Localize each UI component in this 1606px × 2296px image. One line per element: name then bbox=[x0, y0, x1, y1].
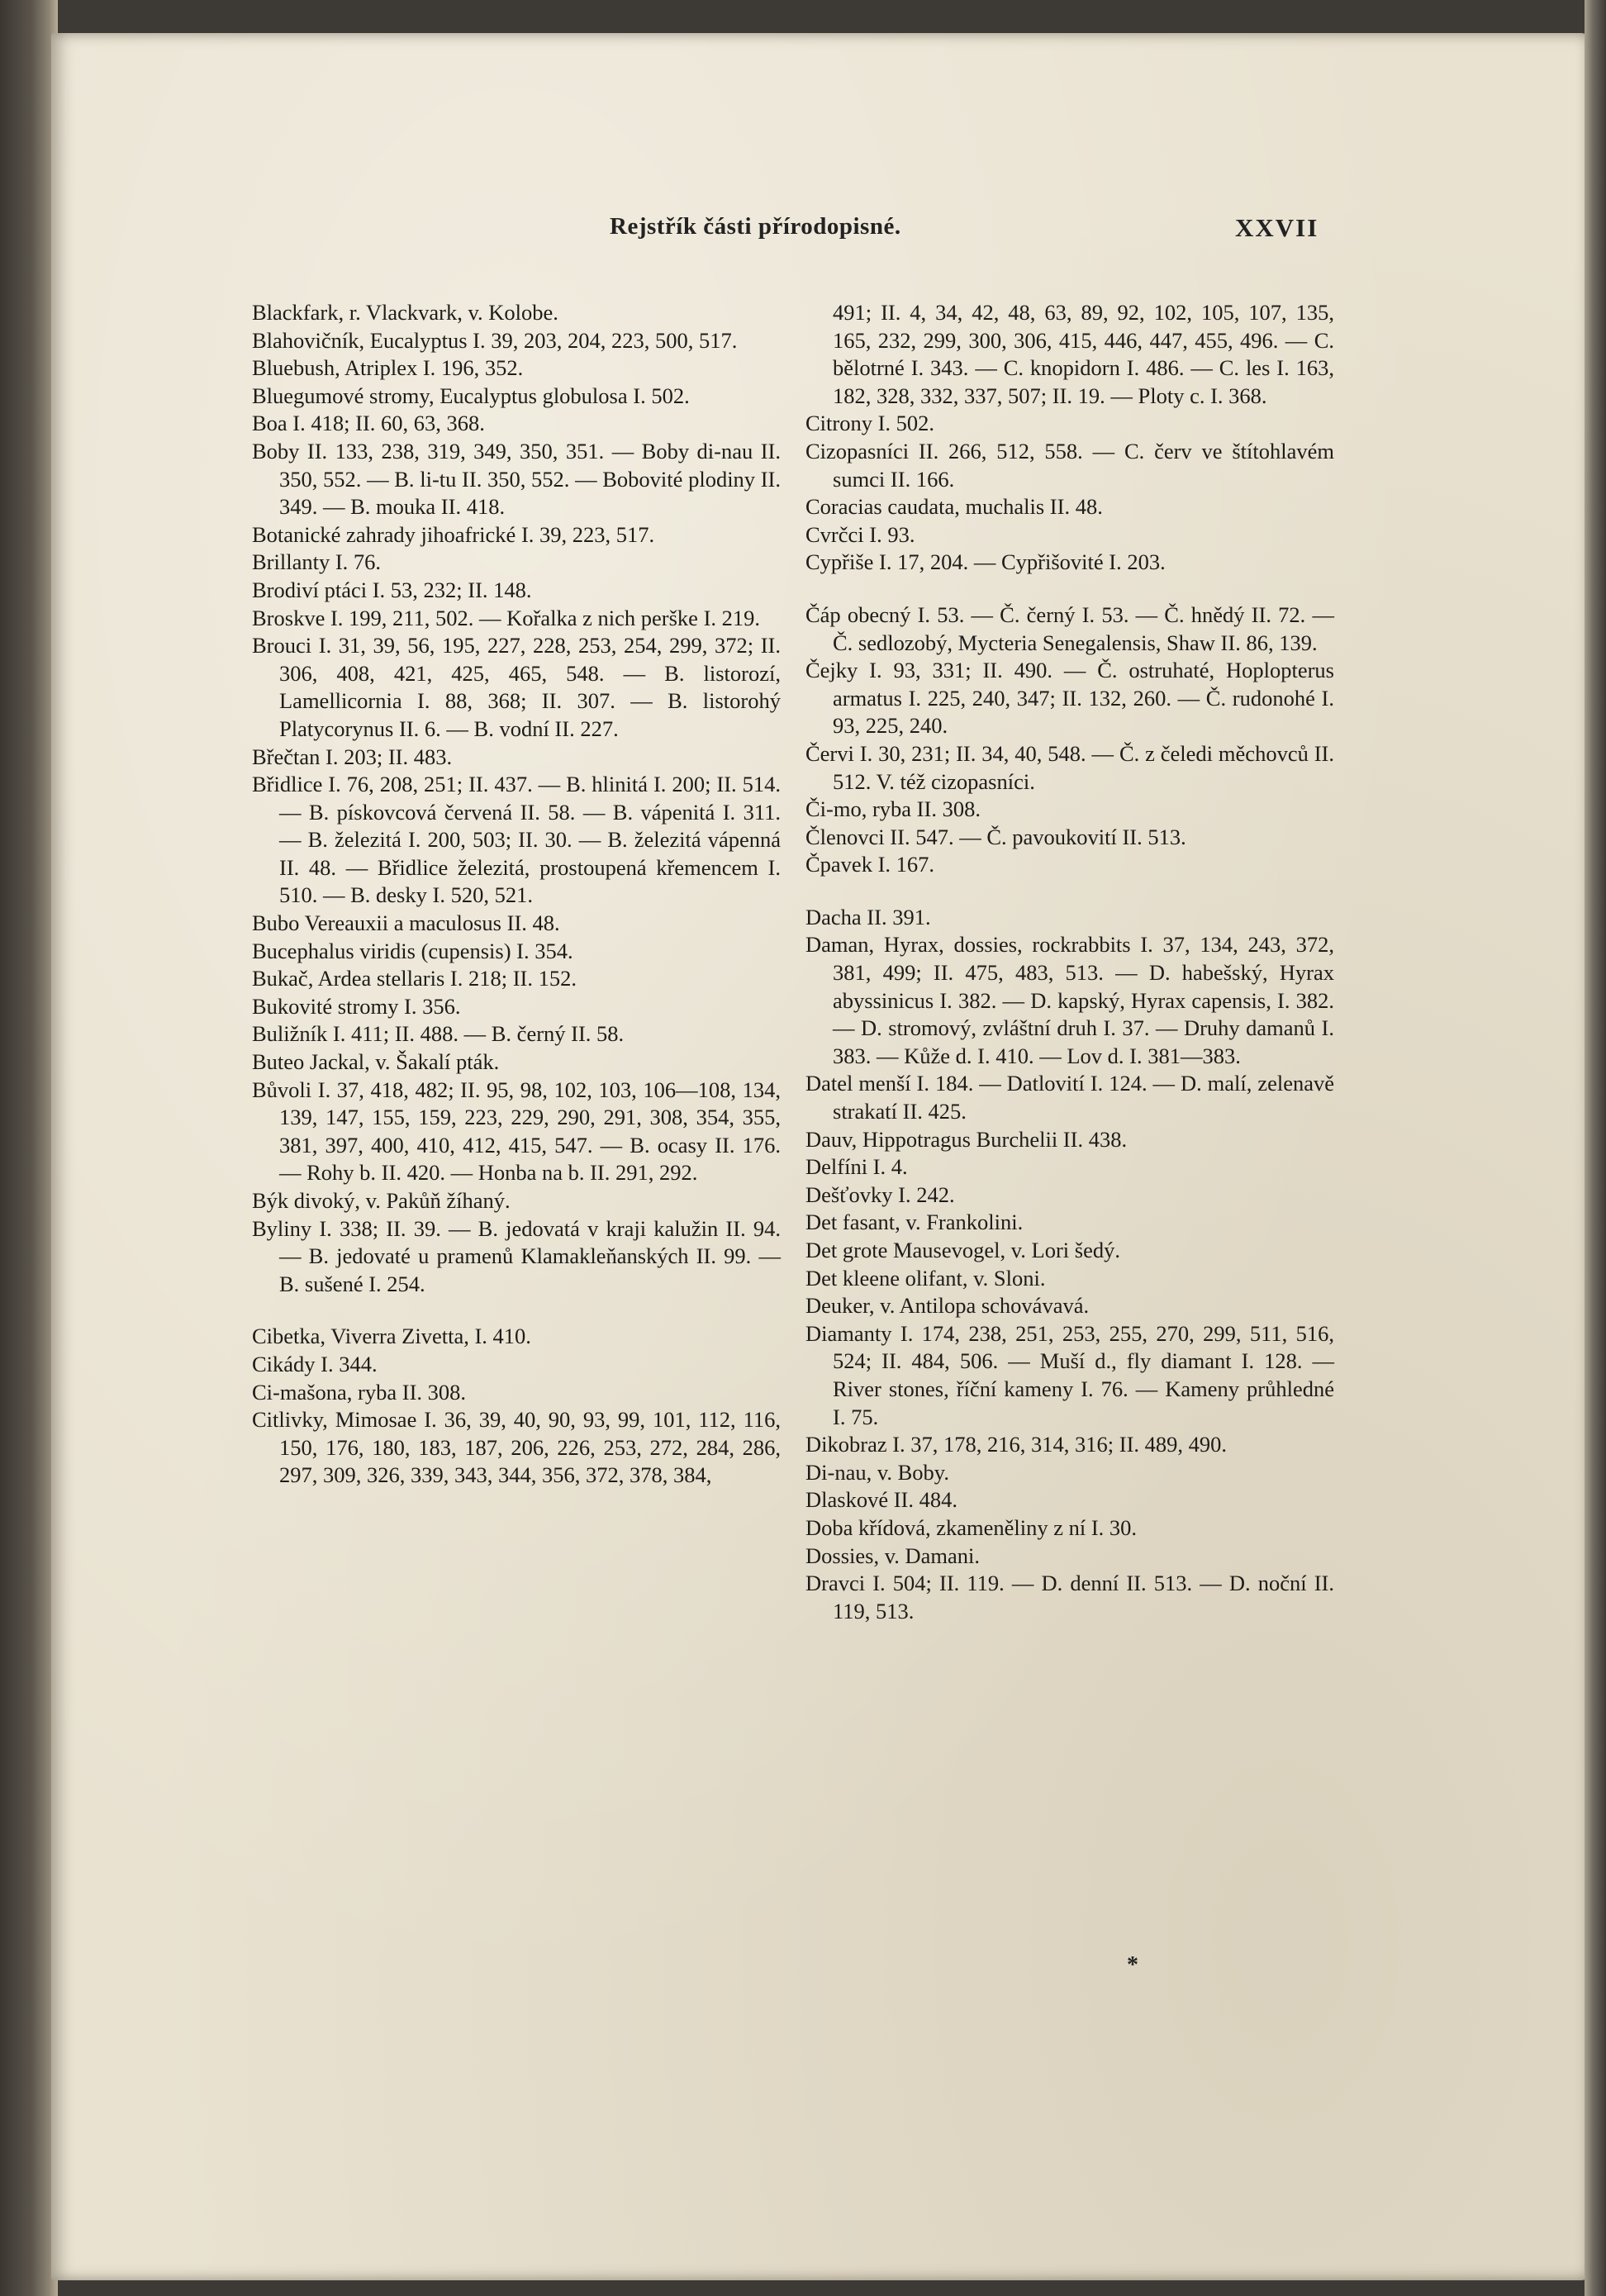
index-entry: Ci-mašona, ryba II. 308. bbox=[252, 1379, 467, 1405]
index-entry: Deuker, v. Antilopa schovávavá. bbox=[805, 1293, 1090, 1319]
running-header bbox=[0, 213, 1606, 253]
page-number: XXVII bbox=[1235, 213, 1319, 242]
index-entry: Bluegumové stromy, Eucalyptus globulosa I. 502. bbox=[252, 383, 690, 408]
index-entry: Det grote Mausevogel, v. Lori šedý. bbox=[805, 1238, 1120, 1262]
index-entry: Býk divoký, v. Pakůň žíhaný. bbox=[252, 1188, 511, 1213]
index-entry: Doba křídová, zkameněliny z ní I. 30. bbox=[805, 1514, 1138, 1540]
index-entry: Či-mo, ryba II. 308. bbox=[805, 796, 981, 822]
index-entry: Boby II. 133, 238, 319, 349, 350, 351. — Boby di-nau II. 350, 552. — B. li-tu II. 350, 552. — Bobovité plodiny II. 349. — B. mouka II. 418. bbox=[252, 438, 781, 520]
index-entry: 491; II. 4, 34, 42, 48, 63, 89, 92, 102, 105, 107, 135, 165, 232, 299, 300, 306, 415, 446, 447, 455, 496. — C. bělotrné I. 343. — C. knopidorn I. 486. — C. les I. 163, 182, 328, 332, 337, 507; II. 19. — Ploty c. I. 368. bbox=[833, 300, 1334, 408]
index-entry: Det kleene olifant, v. Sloni. bbox=[805, 1265, 1046, 1291]
index-entry: Cibetka, Viverra Zivetta, I. 410. bbox=[252, 1324, 531, 1349]
index-column-left bbox=[252, 299, 781, 1490]
index-entry: Bubo Vereauxii a maculosus II. 48. bbox=[252, 910, 560, 936]
index-entry: Boa I. 418; II. 60, 63, 368. bbox=[252, 411, 485, 436]
index-entry: Břečtan I. 203; II. 483. bbox=[252, 744, 453, 769]
index-entry: Bůvoli I. 37, 418, 482; II. 95, 98, 102, 103, 106—108, 134, 139, 147, 155, 159, 223, 229, 290, 291, 308, 354, 355, 381, 397, 400, 410, 412, 415, 547. — B. ocasy II. 176. — Rohy b. II. 420. — Honba na b. II. 291, 292. bbox=[252, 1077, 781, 1186]
index-entry: Čáp obecný I. 53. — Č. černý I. 53. — Č. hnědý II. 72. — Č. sedlozobý, Mycteria Senegalensis, Shaw II. 86, 139. bbox=[805, 601, 1334, 655]
index-entry: Cikády I. 344. bbox=[252, 1351, 378, 1376]
index-entry: Dacha II. 391. bbox=[805, 904, 931, 929]
index-entry: Červi I. 30, 231; II. 34, 40, 548. — Č. z čeledi měchovců II. 512. V. též cizopasníci. bbox=[805, 740, 1334, 794]
index-entry: Bluebush, Atriplex I. 196, 352. bbox=[252, 355, 524, 381]
signature-mark: * bbox=[1127, 1952, 1138, 1978]
page-title: Rejstřík části přírodopisné. bbox=[610, 213, 901, 240]
index-entry: Blackfark, r. Vlackvark, v. Kolobe. bbox=[252, 300, 558, 325]
letter-section-gap bbox=[252, 1298, 781, 1323]
index-entry: Čejky I. 93, 331; II. 490. — Č. ostruhaté, Hoplopterus armatus I. 225, 240, 347; II. 132, 260. — Č. rudonohé I. 93, 225, 240. bbox=[805, 658, 1334, 739]
index-entry: Diamanty I. 174, 238, 251, 253, 255, 270, 299, 511, 516, 524; II. 484, 506. — Muší d., fly diamant I. 128. — River stones, říční kameny I. 76. — Kameny průhledné I. 75. bbox=[805, 1320, 1334, 1429]
book-spine-shadow bbox=[0, 0, 58, 2296]
index-entry: Broskve I. 199, 211, 502. — Kořalka z nich perške I. 219. bbox=[252, 605, 761, 630]
index-entry: Dešťovky I. 242. bbox=[805, 1181, 955, 1207]
index-column-right bbox=[805, 299, 1334, 1625]
index-entry: Členovci II. 547. — Č. pavoukovití II. 513. bbox=[805, 824, 1186, 849]
index-entry: Di-nau, v. Boby. bbox=[805, 1459, 949, 1485]
letter-section-gap bbox=[805, 879, 1334, 904]
index-entry: Citrony I. 502. bbox=[805, 411, 935, 436]
index-entry: Citlivky, Mimosae I. 36, 39, 40, 90, 93, 99, 101, 112, 116, 150, 176, 180, 183, 187, 206, 226, 253, 272, 284, 286, 297, 309, 326, 339, 343, 344, 356, 372, 378, 384, bbox=[252, 1407, 781, 1488]
index-entry: Dauv, Hippotragus Burchelii II. 438. bbox=[805, 1126, 1128, 1152]
index-entry: Brouci I. 31, 39, 56, 195, 227, 228, 253, 254, 299, 372; II. 306, 408, 421, 425, 465, 548. — B. listorozí, Lamellicornia I. 88, 368; II. 307. — B. listorohý Platycorynus II. 6. — B. vodní II. 227. bbox=[252, 633, 781, 741]
index-entry: Datel menší I. 184. — Datlovití I. 124. — D. malí, zelenavě strakatí II. 425. bbox=[805, 1071, 1334, 1124]
index-entry: Brodiví ptáci I. 53, 232; II. 148. bbox=[252, 577, 532, 602]
index-entry: Cvrčci I. 93. bbox=[805, 521, 915, 547]
index-entry: Byliny I. 338; II. 39. — B. jedovatá v kraji kalužin II. 94. — B. jedovaté u pramenů Klamakleňanských II. 99. — B. sušené I. 254. bbox=[252, 1215, 781, 1296]
index-entry: Břidlice I. 76, 208, 251; II. 437. — B. hlinitá I. 200; II. 514. — B. pískovcová červená II. 58. — B. vápenitá I. 311. — B. železitá I. 200, 503; II. 30. — B. železitá vápenná II. 48. — Břidlice železitá, prostoupená křemencem I. 510. — B. desky I. 520, 521. bbox=[252, 772, 781, 908]
index-entry: Buližník I. 411; II. 488. — B. černý II. 58. bbox=[252, 1021, 625, 1047]
index-entry: Dikobraz I. 37, 178, 216, 314, 316; II. 489, 490. bbox=[805, 1432, 1228, 1457]
index-entry: Bucephalus viridis (cupensis) I. 354. bbox=[252, 938, 573, 963]
index-entry: Čpavek I. 167. bbox=[805, 852, 935, 877]
index-entry: Daman, Hyrax, dossies, rockrabbits I. 37, 134, 243, 372, 381, 499; II. 475, 483, 513. — D. habešský, Hyrax abyssinicus I. 382. — D. kapský, Hyrax capensis, I. 382. — D. stromový, zvláštní druh I. 37. — Druhy damanů I. 383. — Kůže d. I. 410. — Lov d. I. 381—383. bbox=[805, 932, 1334, 1068]
index-entry: Cypřiše I. 17, 204. — Cypřišovité I. 203. bbox=[805, 549, 1166, 575]
index-entry: Dlaskové II. 484. bbox=[805, 1487, 957, 1513]
index-entry: Bukač, Ardea stellaris I. 218; II. 152. bbox=[252, 966, 577, 991]
index-entry: Brillanty I. 76. bbox=[252, 549, 382, 575]
index-entry: Botanické zahrady jihoafrické I. 39, 223, 517. bbox=[252, 521, 655, 547]
index-entry: Dossies, v. Damani. bbox=[805, 1543, 980, 1568]
index-entry: Det fasant, v. Frankolini. bbox=[805, 1210, 1024, 1235]
index-entry: Coracias caudata, muchalis II. 48. bbox=[805, 494, 1103, 520]
index-entry: Blahovičník, Eucalyptus I. 39, 203, 204, 223, 500, 517. bbox=[252, 327, 738, 353]
book-edge bbox=[1585, 0, 1606, 2296]
index-entry: Buteo Jackal, v. Šakalí pták. bbox=[252, 1049, 500, 1075]
index-entry: Delfíni I. 4. bbox=[805, 1154, 908, 1180]
index-entry: Dravci I. 504; II. 119. — D. denní II. 513. — D. noční II. 119, 513. bbox=[805, 1571, 1334, 1623]
index-entry: Bukovité stromy I. 356. bbox=[252, 993, 461, 1019]
letter-section-gap bbox=[805, 577, 1334, 601]
index-entry: Cizopasníci II. 266, 512, 558. — C. červ ve štítohlavém sumci II. 166. bbox=[805, 438, 1334, 492]
